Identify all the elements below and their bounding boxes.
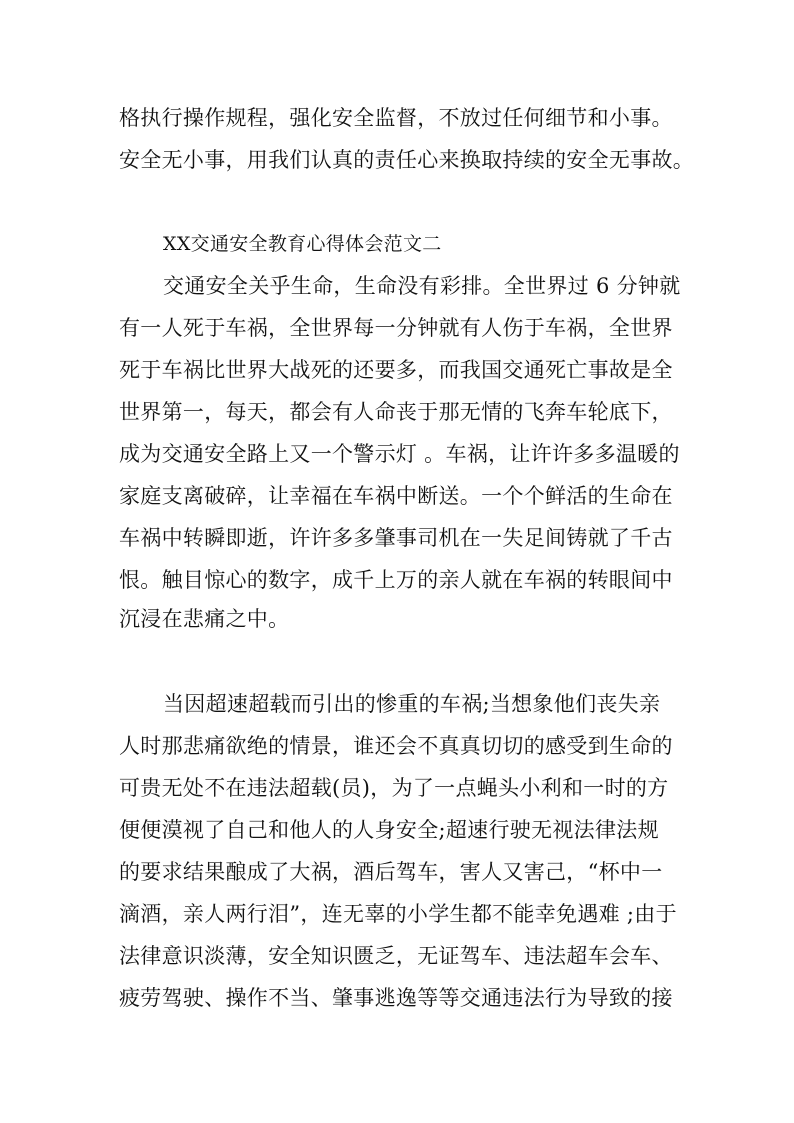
paragraph2-line-1: 当因超速超载而引出的惨重的车祸;当想象他们丧失亲 (163, 692, 661, 716)
paragraph2-line-3: 可贵无处不在违法超载(员)，为了一点蝇头小利和一时的方 (119, 776, 669, 800)
section-title: XX交通安全教育心得体会范文二 (163, 233, 442, 255)
paragraph2-line-6: 滴酒，亲人两行泪”，连无辜的小学生都不能幸免遇难 ;由于 (119, 902, 677, 926)
paragraph1-line-7: 车祸中转瞬即逝，许许多多肇事司机在一失足间铸就了千古 (119, 526, 673, 550)
paragraph2-line-2: 人时那悲痛欲绝的情景，谁还会不真真切切的感受到生命的 (119, 734, 673, 758)
paragraph2-line-4: 便便漠视了自己和他人的人身安全;超速行驶无视法律法规 (119, 818, 659, 842)
paragraph2-line-8: 疲劳驾驶、操作不当、肇事逃逸等等交通违法行为导致的接 (119, 986, 673, 1010)
paragraph1-line-2: 有一人死于车祸，全世界每一分钟就有人伤于车祸，全世界 (119, 316, 673, 340)
intro-line-2: 安全无小事，用我们认真的责任心来换取持续的安全无事故。 (119, 148, 695, 172)
paragraph1-line-4: 世界第一，每天，都会有人命丧于那无情的飞奔车轮底下， (119, 400, 673, 424)
paragraph1-line-3: 死于车祸比世界大战死的还要多，而我国交通死亡事故是全 (119, 358, 673, 382)
intro-line-1: 格执行操作规程，强化安全监督，不放过任何细节和小事。 (119, 106, 673, 130)
paragraph2-line-5: 的要求结果酿成了大祸，酒后驾车，害人又害己，“杯中一 (119, 860, 663, 884)
paragraph1-line-5: 成为交通安全路上又一个警示灯 。车祸，让许许多多温暖的 (119, 442, 680, 466)
paragraph1-line-8: 恨。触目惊心的数字，成千上万的亲人就在车祸的转眼间中 (119, 568, 673, 592)
paragraph2-line-7: 法律意识淡薄，安全知识匮乏，无证驾车、违法超车会车、 (119, 944, 673, 968)
paragraph1-line-6: 家庭支离破碎，让幸福在车祸中断送。一个个鲜活的生命在 (119, 484, 673, 508)
paragraph1-line-1: 交通安全关乎生命，生命没有彩排。全世界过 6 分钟就 (163, 274, 681, 298)
paragraph1-line-9: 沉浸在悲痛之中。 (119, 607, 290, 631)
